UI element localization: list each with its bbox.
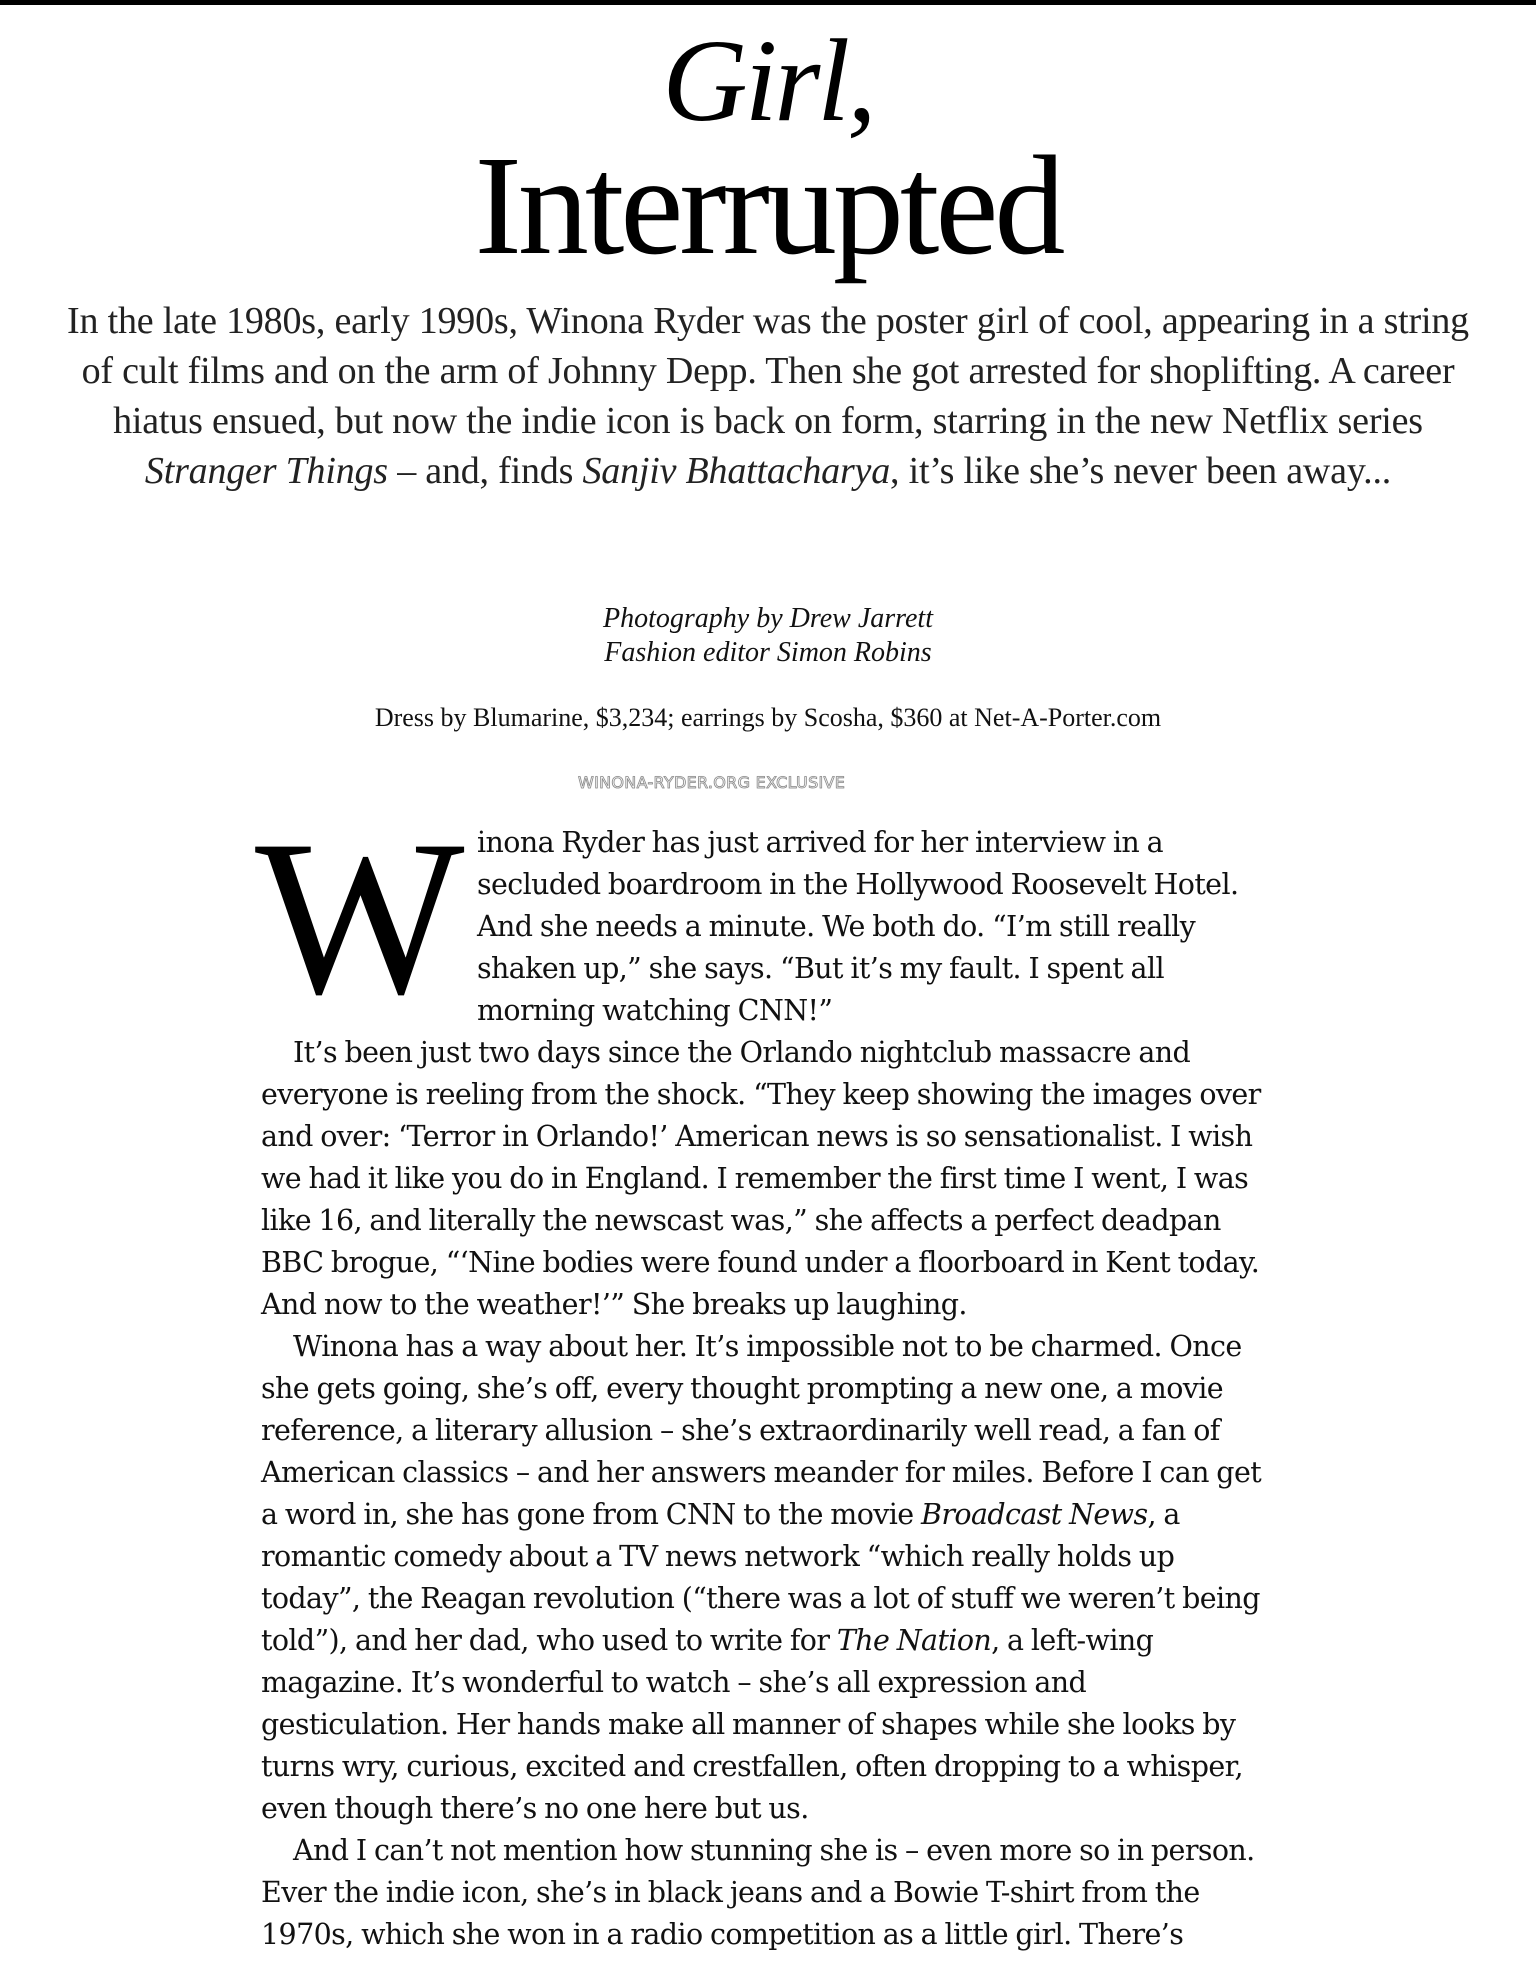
movie-title: Broadcast News xyxy=(921,1498,1148,1531)
body-paragraph xyxy=(261,1326,1276,1830)
article-body xyxy=(255,795,1276,1956)
magazine-title: The Nation xyxy=(836,1624,992,1657)
credits xyxy=(0,602,1536,670)
standfirst-part-3: , it’s like she’s never been away... xyxy=(890,450,1392,492)
top-rule xyxy=(0,0,1536,5)
standfirst xyxy=(62,296,1474,496)
title-line-2: Interrupted xyxy=(474,126,1062,284)
article-title xyxy=(0,15,1536,284)
drop-cap: W xyxy=(255,795,455,1041)
watermark: WINONA-RYDER.ORG EXCLUSIVE xyxy=(578,773,846,792)
paragraph-text: , a romantic comedy about a TV news network “which really holds up today”, the Reagan revolution (“there was a lot of stuff we weren’t being told”), and her dad, who used to write for xyxy=(261,1498,1260,1657)
photo-caption: Dress by Blumarine, $3,234; earrings by Scosha, $360 at Net-A-Porter.com xyxy=(374,703,1162,732)
standfirst-writer: Sanjiv Bhattacharya xyxy=(582,450,890,492)
paragraph-text: Winona has a way about her. It’s impossible not to be charmed. Once she gets going, she’s off, every thought prompting a new one, a movie reference, a literary allusion – she’s extraordinarily well read, a fan of American classics – and her answers meander for miles. Before I can get a word in, she has gone from CNN to the movie xyxy=(261,1330,1262,1531)
standfirst-show-title: Stranger Things xyxy=(144,450,388,492)
title-line-1: Girl, xyxy=(662,15,874,146)
body-paragraph: And I can’t not mention how stunning she is – even more so in person. Ever the indie icon, she’s in black jeans and a Bowie T-shirt from the 1970s, which she won in a radio competition as a little girl. There’s xyxy=(261,1834,1255,1951)
fashion-credit: Fashion editor Simon Robins xyxy=(604,637,932,668)
body-paragraph: It’s been just two days since the Orlando nightclub massacre and everyone is reeling from the shock. “They keep showing the images over and over: ‘Terror in Orlando!’ American news is so sensationalist. I wish we had it like you do in England. I remember the first time I went, I was like 16, and literally the newscast was,” she affects a perfect deadpan BBC brogue, “‘Nine bodies were found under a floorboard in Kent today. And now to the weather!’” She breaks up laughing. xyxy=(261,1036,1261,1321)
body-paragraph xyxy=(255,795,1276,1041)
paragraph-text: , a left-wing magazine. It’s wonderful to watch – she’s all expression and gesticulation. Her hands make all manner of shapes while she looks by turns wry, curious, excited and crestfallen, often dropping to a whisper, even though there’s no one here but us. xyxy=(261,1624,1243,1825)
photography-credit: Photography by Drew Jarrett xyxy=(603,603,933,634)
standfirst-part-1: In the late 1980s, early 1990s, Winona Ryder was the poster girl of cool, appearing in a string of cult films and on the arm of Johnny Depp. Then she got arrested for shoplifting. A career hiatus ensued, but now the indie icon is back on form, starring in the new Netflix series xyxy=(67,300,1469,442)
paragraph-text: inona Ryder has just arrived for her interview in a secluded boardroom in the Hollywood Roosevelt Hotel. And she needs a minute. We both do. “I’m still really shaken up,” she says. “But it’s my fault. I spent all morning watching CNN!” xyxy=(477,826,1239,1027)
standfirst-part-2: – and, finds xyxy=(387,450,583,492)
